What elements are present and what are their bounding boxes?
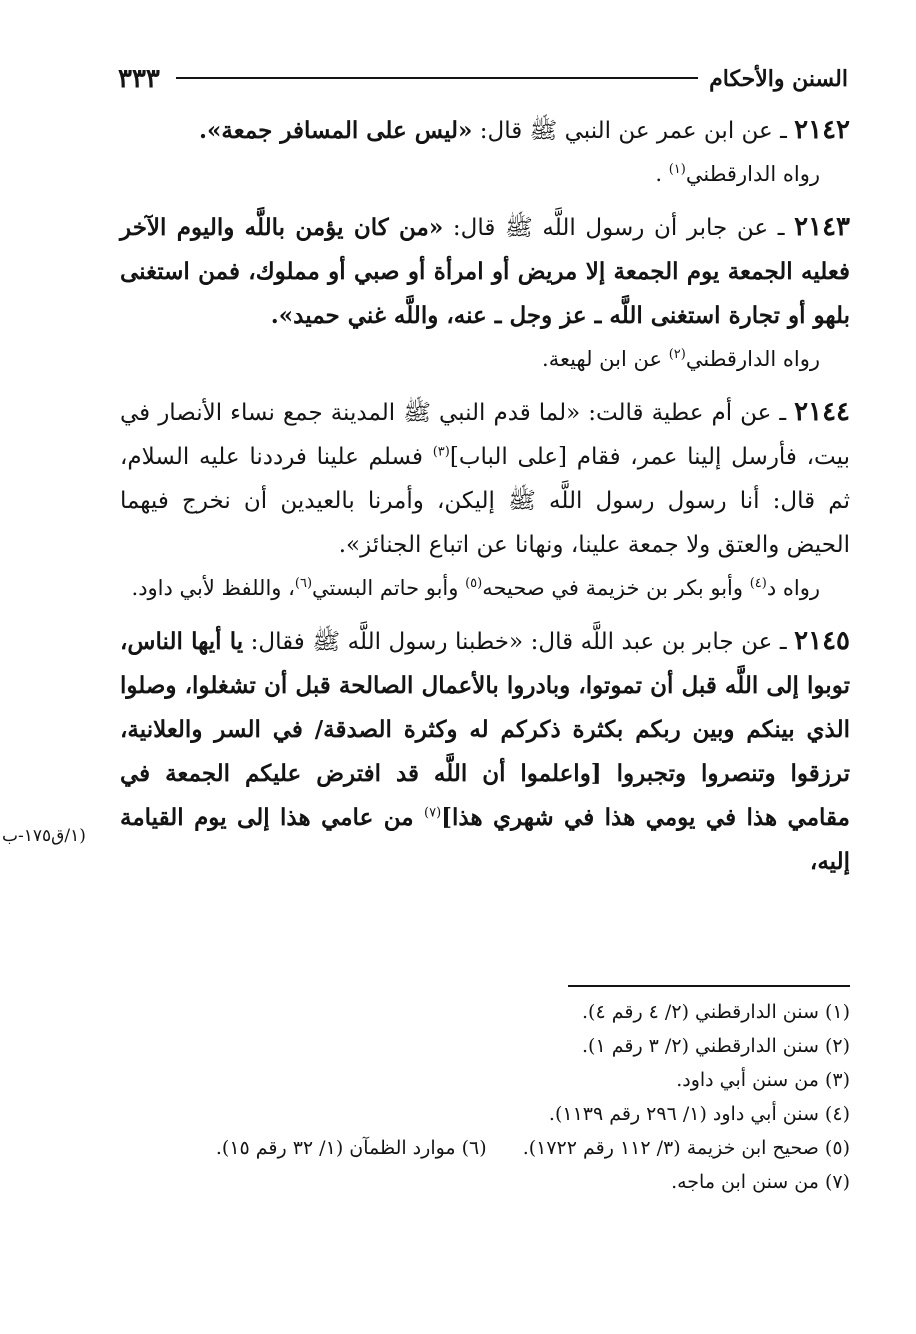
source-text: وأبو بكر بن خزيمة في صحيحه [482, 576, 750, 600]
source-text: رواه الدارقطني [685, 347, 820, 371]
hadith-2144-source [120, 567, 820, 609]
footnote: (١) سنن الدارقطني (٢/ ٤ رقم ٤). [582, 1001, 850, 1023]
hadith-lead: ـ عن جابر أن رسول اللَّه ﷺ قال: [443, 215, 795, 241]
footnote-ref: (٢) [668, 347, 686, 362]
source-abbrev: د [766, 576, 777, 600]
footnote: (٦) موارد الظمآن (١/ ٣٢ رقم ١٥). [215, 1137, 487, 1159]
hadith-lead: ـ عن ابن عمر عن النبي ﷺ قال: [472, 118, 795, 144]
hadith-2144 [120, 390, 850, 567]
hadith-quote: من عامي هذا إلى يوم القيامة إليه، [120, 804, 850, 875]
page-number: ٣٣٣ [118, 64, 160, 94]
hadith-number: ٢١٤٣ [794, 212, 851, 242]
source-text: رواه [776, 576, 820, 600]
hadith-number: ٢١٤٥ [794, 626, 851, 656]
hadith-quote: «ليس على المسافر جمعة». [199, 117, 473, 144]
footnote-ref: (٦) [294, 576, 313, 591]
hadith-number: ٢١٤٢ [794, 115, 850, 145]
footnote: (٥) صحيح ابن خزيمة (٣/ ١١٢ رقم ١٧٢٢). [522, 1137, 850, 1159]
source-text: ، واللفظ لأبي داود. [131, 576, 295, 600]
footnote: (٢) سنن الدارقطني (٢/ ٣ رقم ١). [582, 1035, 850, 1057]
source-text: رواه الدارقطني [685, 162, 820, 186]
hadith-2143-source [120, 338, 820, 380]
hadith-2142-source [120, 153, 820, 195]
hadith-quote: يا أيها الناس، توبوا إلى اللَّه قبل أن تموتوا، وبادروا بالأعمال الصالحة قبل أن تشغلوا، وصلوا الذي بينكم وبين ربكم بكثرة ذكركم له وكثرة الصدقة/ في السر والعلانية، ترزقوا وتنصروا وتجبروا [واعلموا أن اللَّه قد افترض عليكم الجمعة في مقامي هذا في يومي هذا في شهري هذا] [120, 628, 850, 831]
hadith-quote: «من كان يؤمن باللَّه واليوم الآخر فعليه الجمعة يوم الجمعة إلا مريض أو امرأة أو صبي أو مملوك، فمن استغنى بلهو أو تجارة استغنى اللَّه ـ عز وجل ـ عنه، واللَّه غني حميد». [120, 214, 850, 329]
main-text [120, 108, 850, 884]
running-header [118, 62, 848, 102]
footnote-ref: (٧) [424, 805, 442, 821]
hadith-number: ٢١٤٤ [794, 397, 850, 427]
source-tail: عن ابن لهيعة. [542, 347, 669, 371]
hadith-lead: ـ عن جابر بن عبد اللَّه قال: «خطبنا رسول اللَّه ﷺ فقال: [243, 629, 795, 655]
footnote-pair [120, 1131, 850, 1165]
hadith-2145 [120, 619, 850, 884]
footnotes [120, 995, 850, 1199]
footnote-ref: (٣) [432, 444, 450, 460]
hadith-text: فسلم علينا فرددنا عليه السلام، ثم قال: أنا رسول رسول اللَّه ﷺ إليكن، وأمرنا بالعيدين أن نخرج فيهما الحيض والعتق ولا جمعة علينا، ونهانا عن اتباع الجنائز». [120, 444, 850, 558]
source-text: وأبو حاتم البستي [312, 576, 466, 600]
footnote-ref: (٥) [465, 576, 483, 591]
running-title: السنن والأحكام [709, 66, 848, 92]
hadith-text: ـ عن أم عطية قالت: «لما قدم النبي ﷺ المدينة جمع نساء الأنصار في بيت، فأرسل إلينا عمر، فقام [على الباب] [120, 400, 850, 470]
footnote: (٣) من سنن أبي داود. [676, 1069, 850, 1091]
footnote: (٧) من سنن ابن ماجه. [671, 1171, 850, 1193]
footnote-rule [568, 985, 850, 987]
source-tail: . [655, 162, 669, 186]
footnote-ref: (١) [668, 162, 686, 177]
footnote: (٤) سنن أبي داود (١/ ٢٩٦ رقم ١١٣٩). [548, 1103, 850, 1125]
hadith-2143 [120, 205, 850, 338]
manuscript-folio-note: (١/ق١٧٥-ب [2, 826, 86, 846]
header-rule [176, 77, 698, 79]
footnote-ref: (٤) [749, 576, 767, 591]
hadith-2142 [120, 108, 850, 153]
